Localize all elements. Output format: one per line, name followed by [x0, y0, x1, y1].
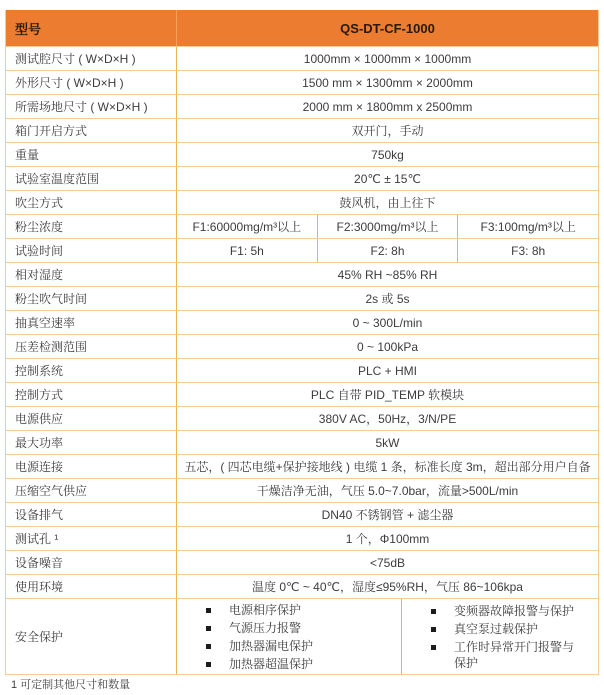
row-value-f3: F3: 8h: [457, 239, 598, 262]
bullet-icon: [431, 609, 436, 614]
row-value: 0 ~ 300L/min: [176, 311, 598, 334]
safety-item-label: 真空泵过载保护: [454, 621, 539, 636]
row-value: 五芯，( 四芯电缆+保护接地线 ) 电缆 1 条，标准长度 3m，超出部分用户自备: [176, 455, 598, 478]
row-label: 箱门开启方式: [15, 124, 88, 138]
spec-row: [6, 70, 598, 94]
safety-item-label: 变频器故障报警与保护: [454, 603, 575, 618]
row-value: 干燥洁净无油，气压 5.0~7.0bar，流量>500L/min: [176, 479, 598, 502]
row-value: PLC 自带 PID_TEMP 软模块: [176, 383, 598, 406]
row-label: 压缩空气供应: [15, 484, 88, 498]
row-label: 控制系统: [15, 364, 64, 378]
spec-row: [6, 262, 598, 286]
row-label: 测试孔 ¹: [15, 532, 59, 546]
bullet-icon: [206, 608, 211, 613]
safety-item: [431, 639, 580, 671]
spec-row: [6, 142, 598, 166]
safety-item: [206, 638, 401, 654]
safety-protection-row: [6, 598, 598, 674]
row-value: 45% RH ~85% RH: [176, 263, 598, 286]
row-value: 2000 mm × 1800mm x 2500mm: [176, 95, 598, 118]
safety-item: [431, 603, 580, 619]
row-label: 抽真空速率: [15, 316, 76, 330]
row-value: 1500 mm × 1300mm × 2000mm: [176, 71, 598, 94]
row-value: <75dB: [176, 551, 598, 574]
safety-item-label: 加热器超温保护: [229, 656, 314, 671]
safety-list-left: [176, 599, 401, 674]
row-value-f1: F1:60000mg/m³以上: [176, 215, 317, 238]
spec-row: [6, 454, 598, 478]
row-value-f2: F2: 8h: [317, 239, 458, 262]
row-value: 双开门，手动: [176, 119, 598, 142]
spec-row: [6, 502, 598, 526]
spec-row-dust-concentration: [6, 214, 598, 238]
safety-item: [206, 656, 401, 672]
row-value: PLC + HMI: [176, 359, 598, 382]
spec-row: [6, 574, 598, 598]
row-label: 测试腔尺寸 ( W×D×H ): [15, 52, 136, 66]
spec-row: [6, 406, 598, 430]
bullet-icon: [206, 662, 211, 667]
spec-row: [6, 166, 598, 190]
safety-list-right: [401, 599, 598, 674]
spec-row: [6, 550, 598, 574]
row-label: 吹尘方式: [15, 196, 64, 210]
spec-row-test-time: [6, 238, 598, 262]
spec-row: [6, 526, 598, 550]
bullet-icon: [206, 626, 211, 631]
safety-item: [206, 620, 401, 636]
row-label: 电源供应: [15, 412, 64, 426]
safety-item: [431, 621, 580, 637]
row-label: 电源连接: [15, 460, 64, 474]
row-value-f2: F2:3000mg/m³以上: [317, 215, 458, 238]
row-label: 试验时间: [15, 244, 64, 258]
header-model-value: QS-DT-CF-1000: [176, 10, 598, 46]
row-value: DN40 不锈钢管 + 滤尘器: [176, 503, 598, 526]
header-model-label: 型号: [15, 21, 42, 37]
spec-row: [6, 430, 598, 454]
row-value: 1 个，Φ100mm: [176, 527, 598, 550]
row-value: 1000mm × 1000mm × 1000mm: [176, 47, 598, 70]
spec-row: [6, 118, 598, 142]
row-label: 安全保护: [15, 630, 64, 644]
row-label: 设备噪音: [15, 556, 64, 570]
spec-row: [6, 358, 598, 382]
row-label: 试验室温度范围: [15, 172, 100, 186]
row-value: 20℃ ± 15℃: [176, 167, 598, 190]
row-value: 5kW: [176, 431, 598, 454]
row-label: 控制方式: [15, 388, 64, 402]
row-label: 外形尺寸 ( W×D×H ): [15, 76, 124, 90]
safety-item-label: 工作时异常开门报警与保护: [454, 639, 575, 670]
row-label: 最大功率: [15, 436, 64, 450]
spec-row: [6, 310, 598, 334]
bullet-icon: [431, 645, 436, 650]
safety-item-label: 电源相序保护: [229, 602, 302, 617]
row-value: 2s 或 5s: [176, 287, 598, 310]
row-label: 相对湿度: [15, 268, 64, 282]
spec-row: [6, 190, 598, 214]
bullet-icon: [431, 627, 436, 632]
row-label: 使用环境: [15, 580, 64, 594]
spec-row: [6, 46, 598, 70]
row-label: 所需场地尺寸 ( W×D×H ): [15, 100, 148, 114]
row-label: 粉尘浓度: [15, 220, 64, 234]
row-value-f1: F1: 5h: [176, 239, 317, 262]
spec-row: [6, 478, 598, 502]
bullet-icon: [206, 644, 211, 649]
spec-row: [6, 94, 598, 118]
safety-item: [206, 602, 401, 618]
safety-item-label: 加热器漏电保护: [229, 638, 314, 653]
table-header: [6, 10, 598, 46]
row-value: 750kg: [176, 143, 598, 166]
spec-row: [6, 334, 598, 358]
row-value: 380V AC，50Hz，3/N/PE: [176, 407, 598, 430]
row-label: 压差检测范围: [15, 340, 88, 354]
row-value: 鼓风机，由上往下: [176, 191, 598, 214]
row-label: 粉尘吹气时间: [15, 292, 88, 306]
spec-row: [6, 382, 598, 406]
footnote: 1 可定制其他尺寸和数量: [11, 679, 131, 691]
row-value: 温度 0℃ ~ 40℃，湿度≤95%RH，气压 86~106kpa: [176, 575, 598, 598]
row-value: 0 ~ 100kPa: [176, 335, 598, 358]
row-label: 设备排气: [15, 508, 64, 522]
spec-row: [6, 286, 598, 310]
row-label: 重量: [15, 148, 40, 162]
row-value-f3: F3:100mg/m³以上: [457, 215, 598, 238]
spec-table: [5, 10, 599, 675]
safety-item-label: 气源压力报警: [229, 620, 302, 635]
